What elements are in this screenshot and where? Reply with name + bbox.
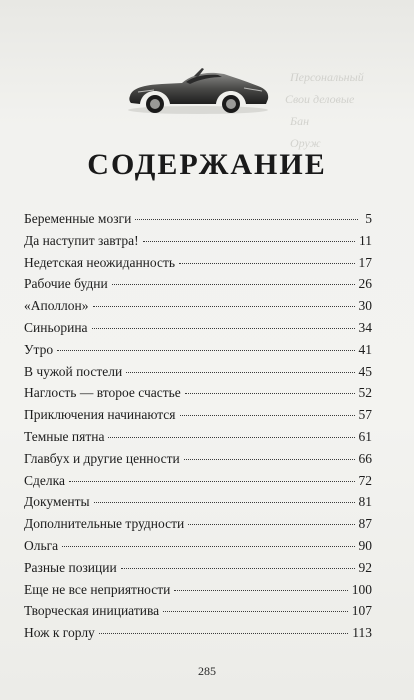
toc-entry-title: Сделка — [24, 472, 65, 488]
dot-leader — [174, 590, 347, 591]
toc-entry-title: Еще не все неприятности — [24, 581, 171, 597]
toc-entry — [24, 557, 372, 579]
toc-entry-title: Дополнительные трудности — [24, 516, 185, 532]
toc-entry-title: «Аполлон» — [24, 298, 89, 314]
toc-entry-page: 52 — [358, 385, 372, 401]
toc-entry-page: 61 — [358, 428, 372, 444]
toc-entry — [24, 600, 372, 622]
dot-leader — [57, 350, 354, 351]
toc-entry-page: 17 — [358, 254, 372, 270]
dot-leader — [94, 502, 355, 503]
toc-entry-page: 92 — [358, 559, 372, 575]
toc-entry-title: Нож к горлу — [24, 625, 95, 641]
bleed-through-text: Персональный — [290, 70, 364, 84]
dot-leader — [180, 415, 355, 416]
toc-entry — [24, 230, 372, 252]
toc-entry-title: Утро — [24, 341, 54, 357]
toc-entry-page: 34 — [358, 319, 372, 335]
toc-entry-title: Приключения начинаются — [24, 407, 176, 423]
toc-entry — [24, 448, 372, 470]
toc-entry-page: 26 — [358, 276, 372, 292]
toc-entry — [24, 252, 372, 274]
toc-entry-page: 30 — [358, 298, 372, 314]
toc-entry — [24, 579, 372, 601]
toc-entry-page: 90 — [358, 537, 372, 553]
toc-entry-page: 100 — [351, 581, 372, 597]
toc-entry-page: 45 — [358, 363, 372, 379]
bleed-through-text: Бан — [290, 114, 310, 128]
toc-entry-title: Наглость — второе счастье — [24, 385, 181, 401]
dot-leader — [188, 524, 354, 525]
toc-entry-page: 81 — [358, 494, 372, 510]
toc-entry-title: Недетская неожиданность — [24, 254, 176, 270]
bleed-through-text: Оруж — [290, 136, 321, 150]
toc-entry-title: Главбух и другие ценности — [24, 450, 180, 466]
dot-leader — [185, 393, 355, 394]
dot-leader — [143, 241, 355, 242]
toc-entry-page: 66 — [358, 450, 372, 466]
toc-entry — [24, 404, 372, 426]
toc-entry — [24, 491, 372, 513]
dot-leader — [163, 611, 348, 612]
toc-entry-title: Беременные мозги — [24, 211, 132, 226]
toc-entry-page: 57 — [358, 407, 372, 423]
toc-entry — [24, 622, 372, 644]
page-number: 285 — [198, 664, 216, 678]
toc-entry-page: 5 — [365, 211, 372, 226]
dot-leader — [69, 481, 355, 482]
dot-leader — [112, 284, 355, 285]
toc-entry — [24, 470, 372, 492]
dot-leader — [93, 306, 355, 307]
toc-entry-title: Да наступит завтра! — [24, 232, 139, 248]
dot-leader — [179, 263, 354, 264]
dot-leader — [184, 459, 355, 460]
dot-leader — [99, 633, 348, 634]
toc-entry-page: 107 — [351, 603, 372, 619]
toc-entry-title: Ольга — [24, 537, 59, 553]
toc-entry — [24, 295, 372, 317]
toc-entry-page: 87 — [358, 516, 372, 532]
toc-entry — [24, 273, 372, 295]
toc-entry — [24, 361, 372, 383]
toc-entry-page: 41 — [358, 341, 372, 357]
toc-entry-title: Темные пятна — [24, 428, 105, 444]
toc-entry — [24, 382, 372, 404]
bleed-through-text: Свои деловые — [285, 92, 355, 106]
dot-leader — [62, 546, 354, 547]
convertible-car-illustration — [124, 58, 272, 116]
toc-entry — [24, 513, 372, 535]
contents-heading: СОДЕРЖАНИЕ — [87, 148, 327, 181]
dot-leader — [126, 372, 354, 373]
toc-entry-title: В чужой постели — [24, 363, 123, 379]
toc-entry-page: 11 — [359, 232, 372, 248]
toc-entry — [24, 317, 372, 339]
dot-leader — [121, 568, 355, 569]
toc-entry — [24, 426, 372, 448]
toc-entry — [24, 339, 372, 361]
toc-entry-page: 113 — [352, 625, 372, 641]
toc-entry-page: 72 — [358, 472, 372, 488]
toc-entry — [24, 208, 372, 230]
toc-entry-title: Синьорина — [24, 319, 88, 335]
toc-entry — [24, 535, 372, 557]
dot-leader — [135, 219, 358, 220]
dot-leader — [92, 328, 355, 329]
dot-leader — [108, 437, 354, 438]
toc-entry-title: Творческая инициатива — [24, 603, 160, 619]
toc-entry-title: Разные позиции — [24, 559, 117, 575]
table-of-contents — [24, 208, 372, 644]
toc-entry-title: Документы — [24, 494, 90, 510]
toc-entry-title: Рабочие будни — [24, 276, 108, 292]
